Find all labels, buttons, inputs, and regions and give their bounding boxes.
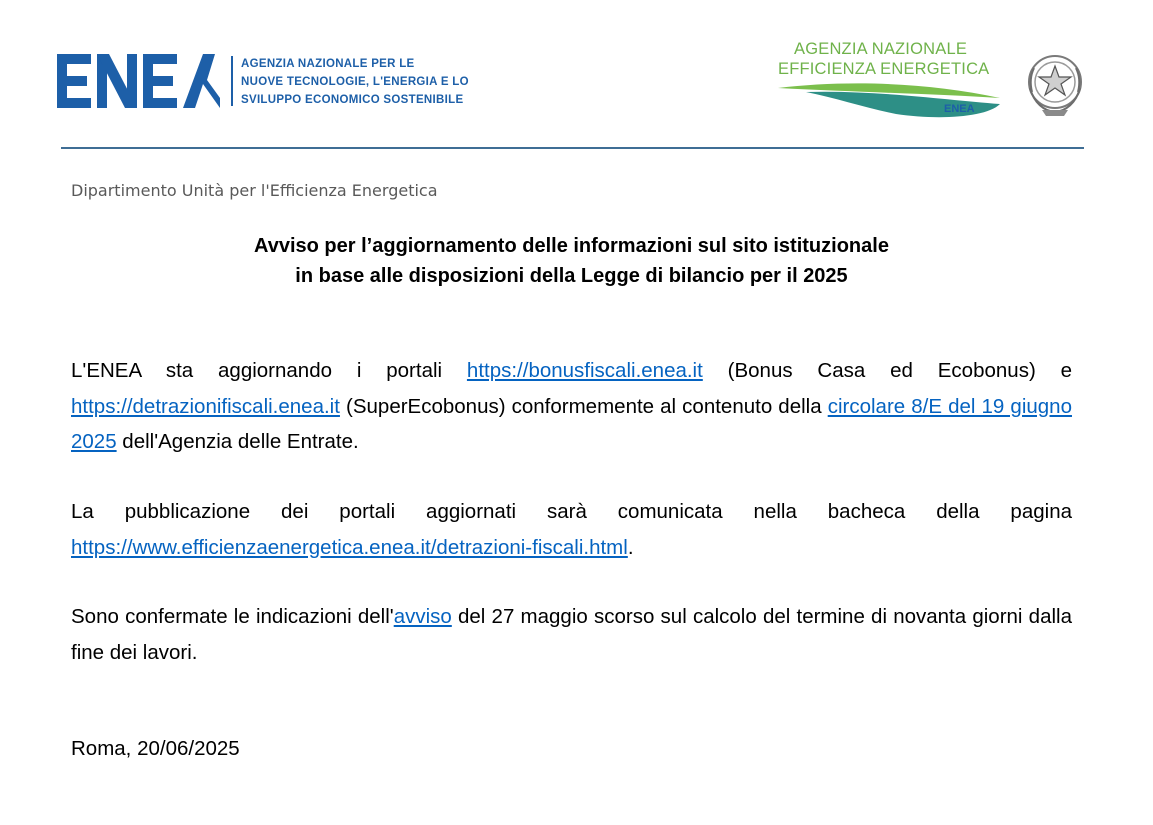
efficienzaenergetica-link[interactable]: https://www.efficienzaenergetica.enea.it/detrazioni-fiscali.html xyxy=(71,535,628,559)
agency-name-line2: EFFICIENZA ENERGETICA xyxy=(778,60,990,78)
tagline-line: NUOVE TECNOLOGIE, L'ENERGIA E LO xyxy=(241,76,469,88)
text-span: dell'Agenzia delle Entrate. xyxy=(116,430,359,453)
tagline-line: SVILUPPO ECONOMICO SOSTENIBILE xyxy=(241,94,464,106)
text-span: . xyxy=(627,535,634,559)
agency-swoosh-graphic xyxy=(776,78,1006,120)
logo-divider xyxy=(231,56,233,106)
department-name: Dipartimento Unità per l'Efficienza Energetica xyxy=(71,181,438,200)
detrazionifiscali-link[interactable]: https://detrazionifiscali.enea.it xyxy=(71,394,340,418)
title-line: Avviso per l’aggiornamento delle informazioni sul sito istituzionale xyxy=(254,235,889,257)
text-span: La pubblicazione dei portali aggiornati sarà comunicata nella bacheca della pagina xyxy=(71,500,1072,523)
enea-tagline xyxy=(241,55,481,109)
place-and-date: Roma, 20/06/2025 xyxy=(71,737,240,760)
svg-text:ENEA: ENEA xyxy=(944,103,975,115)
notice-title xyxy=(71,231,1072,291)
letterhead xyxy=(0,0,1153,150)
paragraph-publication xyxy=(71,494,1072,565)
paragraph-portals xyxy=(71,353,1072,460)
text-span: L'ENEA sta aggiornando i portali xyxy=(71,359,467,382)
text-span: (Bonus Casa ed Ecobonus) e xyxy=(702,359,1073,382)
agency-name-line1: AGENZIA NAZIONALE xyxy=(794,40,968,58)
title-line: in base alle disposizioni della Legge di bilancio per il 2025 xyxy=(295,265,848,287)
circolare-link[interactable]: circolare 8/E del 19 giugno 2025 xyxy=(71,394,1072,453)
text-span: del 27 maggio scorso sul calcolo del termine di novanta giorni dalla fine dei lavori. xyxy=(71,605,1072,664)
header-rule xyxy=(61,147,1084,149)
tagline-line: AGENZIA NAZIONALE PER LE xyxy=(241,58,415,70)
text-span: Sono confermate le indicazioni dell' xyxy=(71,605,394,628)
paragraph-confirmation xyxy=(71,599,1072,670)
italian-republic-emblem-icon xyxy=(1024,48,1086,118)
text-span: (SuperEcobonus) conformemente al contenuto della xyxy=(339,394,828,418)
enea-logo xyxy=(57,54,220,108)
avviso-link[interactable]: avviso xyxy=(393,605,452,628)
agency-logo xyxy=(776,40,1006,120)
bonusfiscali-link[interactable]: https://bonusfiscali.enea.it xyxy=(466,359,703,382)
